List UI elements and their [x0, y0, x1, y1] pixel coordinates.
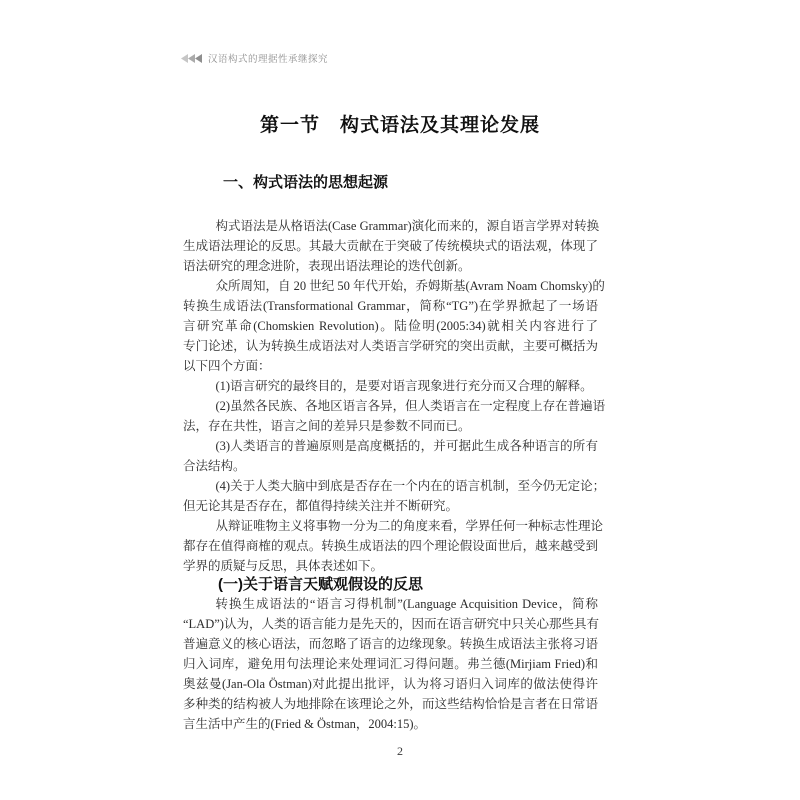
text-line: (3)人类语言的普遍原则是高度概括的，并可据此生成各种语言的所有: [215, 439, 598, 453]
page-number: 2: [397, 744, 403, 758]
text-line: 专门论述，认为转换生成语法对人类语言学研究的突出贡献，主要可概括为: [183, 339, 598, 353]
text-line: (1)语言研究的最终目的，是要对语言现象进行充分而又合理的解释。: [215, 379, 593, 393]
text-line: 法，存在共性，语言之间的差异只是参数不同而已。: [183, 419, 471, 433]
text-line: 转换生成语法的“语言习得机制”(Language Acquisition Device，简称: [215, 597, 598, 611]
text-line: (2)虽然各民族、各地区语言各异，但人类语言在一定程度上存在普遍语: [215, 399, 606, 413]
text-line: 构式语法是从格语法(Case Grammar)演化而来的，源自语言学界对转换: [215, 219, 600, 233]
text-line: 言生活中产生的(Fried & Östman，2004:15)。: [183, 717, 427, 731]
text-line: 归入词库，避免用句法理论来处理词汇习得问题。弗兰德(Mirjiam Fried)和: [183, 657, 598, 671]
running-header: [181, 51, 328, 65]
text-line: 奥兹曼(Jan-Ola Östman)对此提出批评，认为将习语归入词库的做法使得许: [183, 677, 598, 691]
text-line: 从辩证唯物主义将事物一分为二的角度来看，学界任何一种标志性理论: [215, 519, 604, 533]
subsection-heading: (一)关于语言天赋观假设的反思: [218, 576, 423, 593]
text-line: “LAD”)认为，人类的语言能力是先天的，因而在语言研究中只关心那些具有: [183, 617, 599, 631]
text-line: 多种类的结构被人为地排除在该理论之外，而这些结构恰恰是言者在日常语: [183, 697, 598, 711]
text-line: 以下四个方面：: [183, 359, 271, 373]
text-line: 言研究革命(Chomskien Revolution)。陆俭明(2005:34)就相关内容进行了: [183, 319, 598, 333]
text-line: 生成语法理论的反思。其最大贡献在于突破了传统模块式的语法观，体现了: [183, 239, 598, 253]
text-line: 转换生成语法(Transformational Grammar，简称“TG”)在学界掀起了一场语: [183, 299, 598, 313]
running-header-title: 汉语构式的理据性承继探究: [208, 54, 329, 65]
rewind-left-icon: [181, 54, 202, 63]
section-heading: 一、构式语法的思想起源: [223, 174, 389, 191]
body-text: [183, 172, 606, 734]
text-line: 合法结构。: [183, 459, 246, 473]
text-line: 语法研究的理念进阶，表现出语法理论的迭代创新。: [183, 259, 471, 273]
text-line: 学界的质疑与反思，具体表述如下。: [183, 559, 384, 573]
text-line: 众所周知，自 20 世纪 50 年代开始，乔姆斯基(Avram Noam Chomsky)的: [215, 279, 605, 293]
text-line: 但无论其是否存在，都值得持续关注并不断研究。: [183, 499, 459, 513]
text-line: 都存在值得商榷的观点。转换生成语法的四个理论假设面世后，越来越受到: [183, 539, 598, 553]
page-title: 第一节 构式语法及其理论发展: [259, 115, 540, 136]
text-line: (4)关于人类大脑中到底是否存在一个内在的语言机制，至今仍无定论；: [215, 479, 606, 493]
text-line: 普遍意义的核心语法，而忽略了语言的边缘现象。转换生成语法主张将习语: [183, 637, 598, 651]
